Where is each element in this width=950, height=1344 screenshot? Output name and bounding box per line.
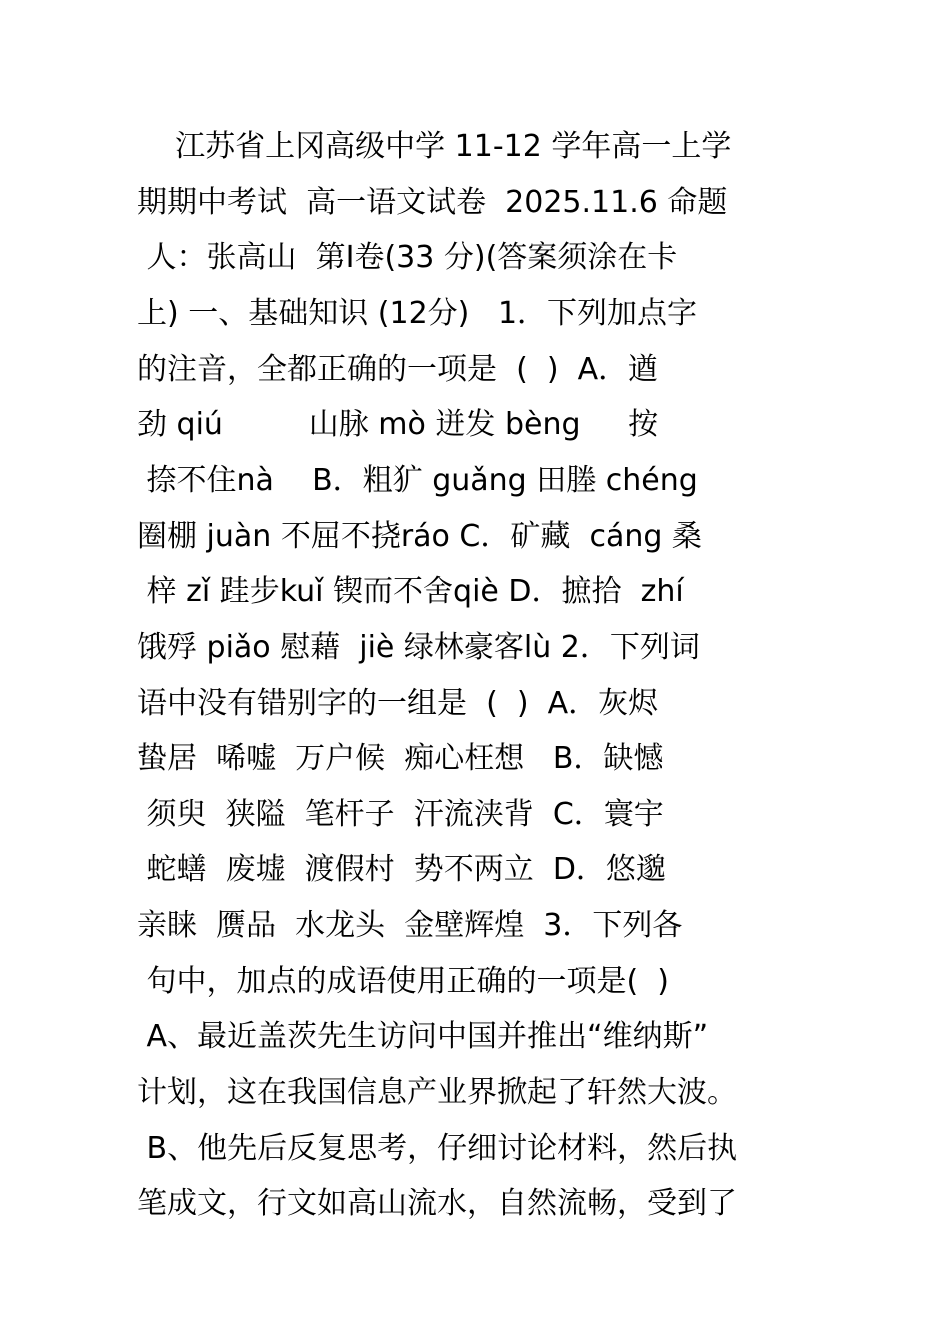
- text-line-5: 的注音，全都正确的一项是 ( ) A．遒: [137, 352, 659, 387]
- text-line-16: 句中，加点的成语使用正确的一项是( ): [137, 964, 670, 999]
- text-line-9: 梓 zǐ 跬步kuǐ 锲而不舍qiè D．摭拾 zhí: [137, 574, 684, 609]
- text-line-1: 江苏省上冈高级中学 11-12 学年高一上学: [137, 129, 732, 164]
- text-line-11: 语中没有错别字的一组是 ( ) A．灰烬: [137, 686, 659, 721]
- text-line-19: B、他先后反复思考，仔细讨论材料，然后执: [137, 1131, 738, 1166]
- text-line-8: 圈棚 juàn 不屈不挠ráo C．矿藏 cáng 桑: [137, 519, 702, 554]
- text-line-7: 捺不住nà B．粗犷 guǎng 田塍 chéng: [137, 463, 698, 498]
- text-line-15: 亲睐 赝品 水龙头 金壁辉煌 3．下列各: [137, 908, 683, 943]
- text-line-13: 须臾 狭隘 笔杆子 汗流浃背 C．寰宇: [137, 797, 664, 832]
- text-line-20: 笔成文，行文如高山流水，自然流畅，受到了: [137, 1186, 737, 1221]
- text-line-6: 劲 qiú 山脉 mò 迸发 bèng 按: [137, 407, 659, 442]
- text-line-17: A、最近盖茨先生访问中国并推出“维纳斯”: [137, 1019, 709, 1054]
- text-line-3: 人：张高山 第Ⅰ卷(33 分)(答案须涂在卡: [137, 240, 678, 275]
- text-line-18: 计划，这在我国信息产业界掀起了轩然大波。: [137, 1075, 737, 1110]
- text-line-4: 上) 一、基础知识 (12分) 1．下列加点字: [137, 296, 698, 331]
- text-line-14: 蛇蟮 废墟 渡假村 势不两立 D．悠邈: [137, 852, 666, 887]
- text-line-2: 期期中考试 高一语文试卷 2025.11.6 命题: [137, 185, 728, 220]
- text-line-12: 蛰居 唏嘘 万户候 痴心枉想 B．缺憾: [137, 741, 664, 776]
- text-line-10: 饿殍 piǎo 慰藉 jiè 绿林豪客lù 2．下列词: [137, 630, 700, 665]
